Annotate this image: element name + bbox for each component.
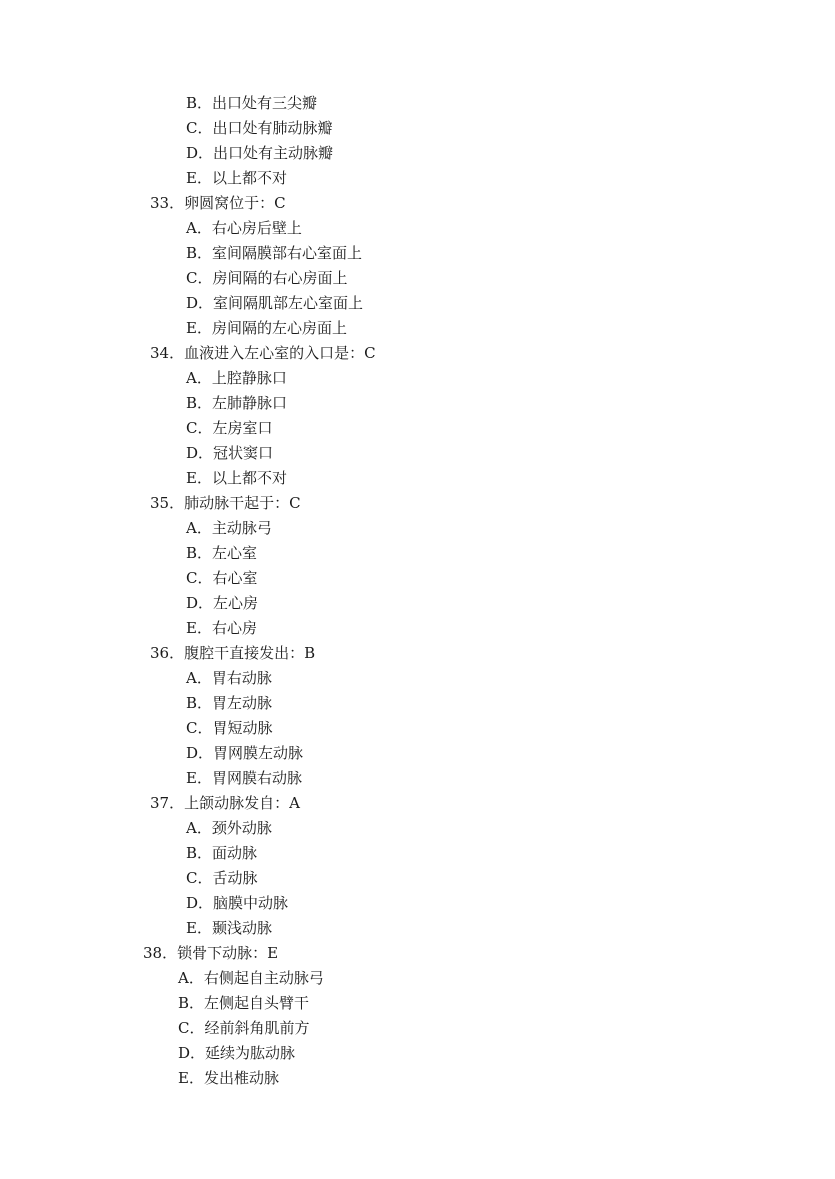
option-line: B．面动脉 bbox=[186, 844, 258, 862]
option-line: D．脑膜中动脉 bbox=[186, 894, 289, 912]
option-line: B．出口处有三尖瓣 bbox=[186, 94, 318, 112]
option-line: A．主动脉弓 bbox=[186, 519, 272, 537]
option-line: A．上腔静脉口 bbox=[186, 369, 287, 387]
option-line: A．右侧起自主动脉弓 bbox=[178, 969, 324, 987]
option-line: E．颞浅动脉 bbox=[186, 919, 272, 937]
question-line: 34．血液进入左心室的入口是：C bbox=[150, 344, 376, 362]
option-line: C．舌动脉 bbox=[186, 869, 258, 887]
option-line: E．房间隔的左心房面上 bbox=[186, 319, 347, 337]
option-line: C．右心室 bbox=[186, 569, 258, 587]
question-line: 33．卵圆窝位于：C bbox=[150, 194, 286, 212]
option-line: E．发出椎动脉 bbox=[178, 1069, 279, 1087]
option-line: E．右心房 bbox=[186, 619, 257, 637]
option-line: A．胃右动脉 bbox=[186, 669, 272, 687]
option-line: B．左肺静脉口 bbox=[186, 394, 288, 412]
option-line: E．以上都不对 bbox=[186, 169, 287, 187]
option-line: D．冠状窦口 bbox=[186, 444, 274, 462]
option-line: D．室间隔肌部左心室面上 bbox=[186, 294, 364, 312]
option-line: A．右心房后壁上 bbox=[186, 219, 302, 237]
option-line: D．胃网膜左动脉 bbox=[186, 744, 304, 762]
option-line: C．左房室口 bbox=[186, 419, 273, 437]
option-line: D．延续为肱动脉 bbox=[178, 1044, 296, 1062]
option-line: B．室间隔膜部右心室面上 bbox=[186, 244, 363, 262]
option-line: E．胃网膜右动脉 bbox=[186, 769, 302, 787]
option-line: D．出口处有主动脉瓣 bbox=[186, 144, 334, 162]
option-line: C．出口处有肺动脉瓣 bbox=[186, 119, 333, 137]
question-line: 37．上颌动脉发自：A bbox=[150, 794, 300, 812]
question-line: 35．肺动脉干起于：C bbox=[150, 494, 301, 512]
option-line: B．左心室 bbox=[186, 544, 258, 562]
option-line: C．经前斜角肌前方 bbox=[178, 1019, 310, 1037]
option-line: C．胃短动脉 bbox=[186, 719, 273, 737]
question-line: 36．腹腔干直接发出：B bbox=[150, 644, 316, 662]
option-line: A．颈外动脉 bbox=[186, 819, 272, 837]
option-line: C．房间隔的右心房面上 bbox=[186, 269, 348, 287]
option-line: E．以上都不对 bbox=[186, 469, 287, 487]
option-line: B．左侧起自头臂干 bbox=[178, 994, 310, 1012]
option-line: B．胃左动脉 bbox=[186, 694, 273, 712]
question-line: 38．锁骨下动脉：E bbox=[143, 944, 279, 962]
option-line: D．左心房 bbox=[186, 594, 259, 612]
